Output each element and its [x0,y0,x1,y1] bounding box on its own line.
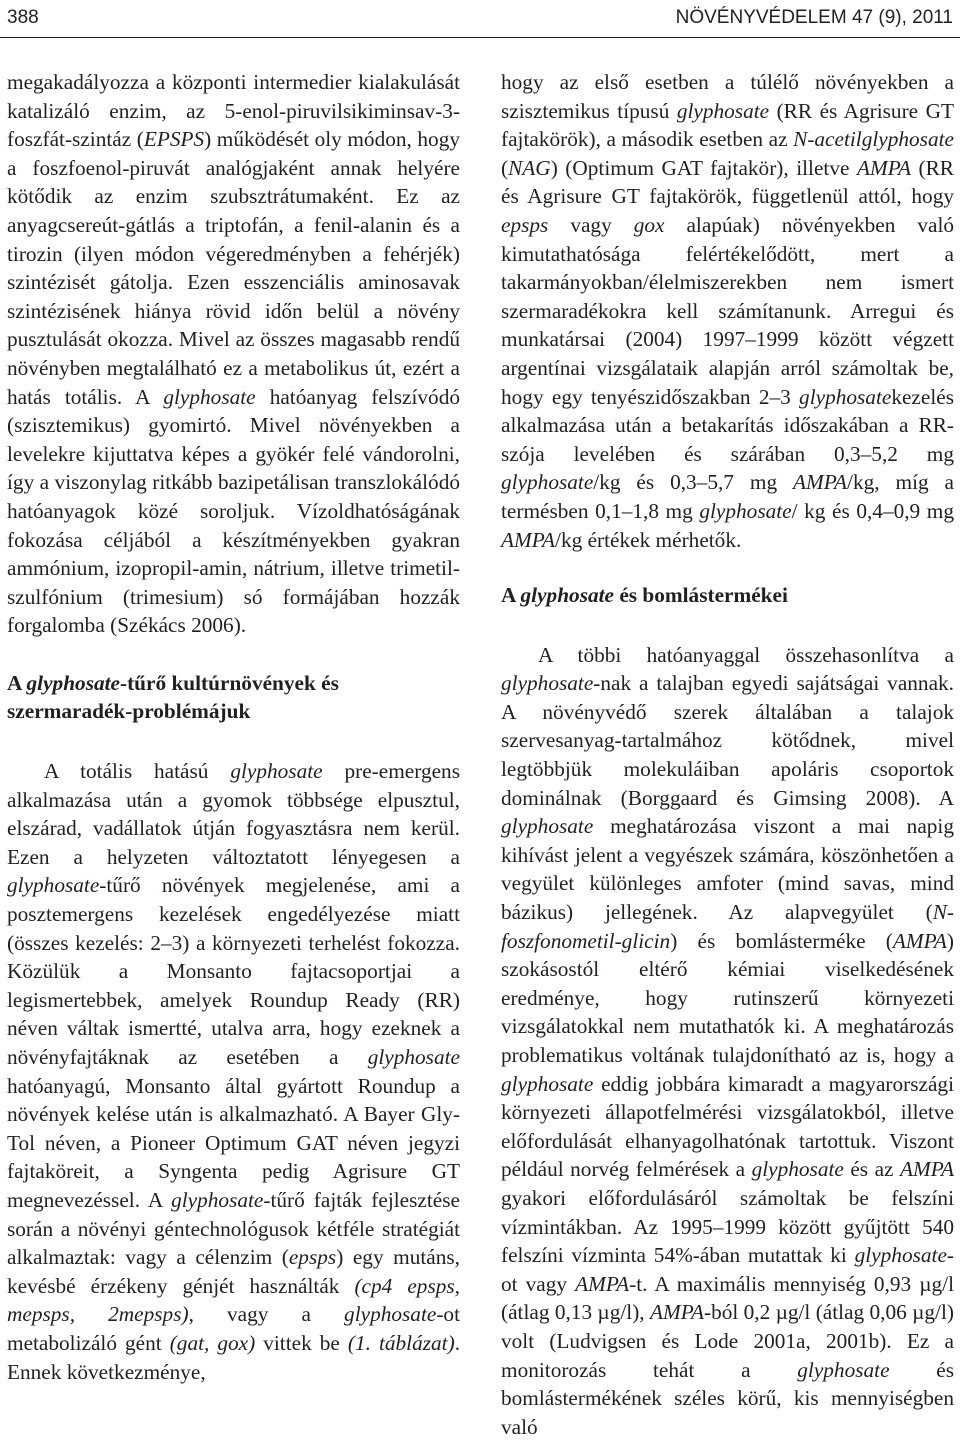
left-paragraph-2: A totális hatású glyphosate pre-emergens alkalmazása után a gyomok többsége elpusztul, elszárad, vadállatok útján fogyasztásra nem kerül. Ezen a helyzeten változtatott lényegesen a glyphosate-tűrő növények megjelenése, ami a posztemergens kezelések engedélyezése miatt (összes kezelés: 2–3) a környezeti terhelést fokozza. Közülük a Monsanto fajtacsoportjai a legismertebbek, amelyek Roundup Ready (RR) néven váltak ismertté, utalva arra, hogy ezeknek a növényfajtáknak az esetében a glyphosate hatóanyagú, Monsanto által gyártott Roundup a növények kelése után is alkalmazható. A Bayer Gly-Tol néven, a Pioneer Optimum GAT néven jegyzi fajtaköreit, a Syngenta pedig Agrisure GT megnevezéssel. A glyphosate-tűrő fajták fejlesztése során a növényi géntechnológusok kétféle stratégiát alkalmaztak: vagy a célenzim (epsps) egy mutáns, kevésbé érzékeny génjét használták (cp4 epsps, mepsps, 2mepsps), vagy a glyphosate-ot metabolizáló gént (gat, gox) vittek be (1. táblázat). Ennek következménye, [7,759,461,1384]
page-number: 388 [7,7,39,28]
right-paragraph-1: hogy az első esetben a túlélő növényekben a szisztemikus típusú glyphosate (RR és Agrisure GT fajtakörök), a második esetben az N-acetilglyphosate (NAG) (Optimum GAT fajtakör), illetve AMPA (RR és Agrisure GT fajtakörök, függetlenül attól, hogy epsps vagy gox alapúak) növényekben való kimutathatósága felértékelődött, mert a takarmányokban/élelmiszerekben nem ismert szermaradékokra kell számítanunk. Arregui és munkatársai (2004) 1997–1999 között végzett argentínai vizsgálataik alapján arról számoltak be, hogy egy tenyészidőszakban 2–3 glyphosatekezelés alkalmazása után a betakarítás időszakában a RR-szója levelében és szárában 0,3–5,2 mg glyphosate/kg és 0,3–5,7 mg AMPA/kg, míg a termésben 0,1–1,8 mg glyphosate/ kg és 0,4–0,9 mg AMPA/kg értékek mérhetők. [501,70,955,552]
running-header [7,2,953,34]
left-column [7,68,460,1386]
right-column [501,68,954,1441]
journal-citation: NÖVÉNYVÉDELEM 47 (9), 2011 [675,7,953,28]
header-rule [0,37,960,38]
section-heading-tolerant-crops: A glyphosate-tűrő kultúrnövények és szermaradék-problémájuk [7,670,339,724]
section-heading-degradation-products: A glyphosate és bomlástermékei [501,583,788,608]
left-paragraph-1: megakadályozza a központi intermedier kialakulását katalizáló enzim, az 5-enol-piruvilsikiminsav-3-foszfát-szintáz (EPSPS) működését oly módon, hogy a foszfoenol-piruvát analógjaként annak helyére kötődik az enzim szubsztrátumaként. Ez az anyagcsereút-gátlás a triptofán, a fenil-alanin és a tirozin (ilyen módon végeredményben a fehérjék) szintézisét gátolja. Ezen esszenciális aminosavak szintézisének hiánya rövid időn belül a növény pusztulását okozza. Mivel az összes magasabb rendű növényben megtalálható ez a metabolikus út, ezért a hatás totális. A glyphosate hatóanyag felszívódó (szisztemikus) gyomirtó. Mivel növényekben a levelekre kijuttatva képes a gyökér felé vándorolni, így a viszonylag ritkább bazipetálisan transzlokálódó hatóanyagok közé soroljuk. Vízoldhatóságának fokozása céljából a készítményekben gyakran ammónium, izopropil-amin, nátrium, illetve trimetil-szulfónium (trimesium) só formájában hozzák forgalomba (Székács 2006). [7,70,460,638]
right-paragraph-2: A többi hatóanyaggal összehasonlítva a glyphosate-nak a talajban egyedi sajátságai vannak. A növényvédő szerek általában a talajok szervesanyag-tartalmához kötődnek, mivel legtöbbjük molekuláiban apoláris csoportok dominálnak (Borggaard és Gimsing 2008). A glyphosate meghatározása viszont a mai napig kihívást jelent a vegyészek számára, köszönhetően a vegyület különleges amfoter (mind savas, mind bázikus) jellegének. Az alapvegyület (N-foszfonometil-glicin) és bomlásterméke (AMPA) szokásostól eltérő kémiai viselkedésének eredménye, hogy rutinszerű környezeti vizsgálatokkal nem mutathatók ki. A meghatározás problematikus voltának tulajdonítható az is, hogy a glyphosate eddig jobbára kimaradt a magyarországi környezeti állapotfelmérési vizsgálatokból, illetve előfordulását elhanyagolhatónak tartottuk. Viszont például norvég felmérések a glyphosate és az AMPA gyakori előfordulásáról számoltak be felszíni vízmintákban. Az 1995–1999 között gyűjtött 540 felszíni vízminta 54%-ában mutattak ki glyphosate-ot vagy AMPA-t. A maximális mennyiség 0,93 µg/l (átlag 0,13 µg/l), AMPA-ból 0,2 µg/l (átlag 0,06 µg/l) volt (Ludvigsen és Lode 2001a, 2001b). Ez a monitorozás tehát a glyphosate és bomlástermékének széles körű, kis mennyiségben való [501,642,954,1439]
